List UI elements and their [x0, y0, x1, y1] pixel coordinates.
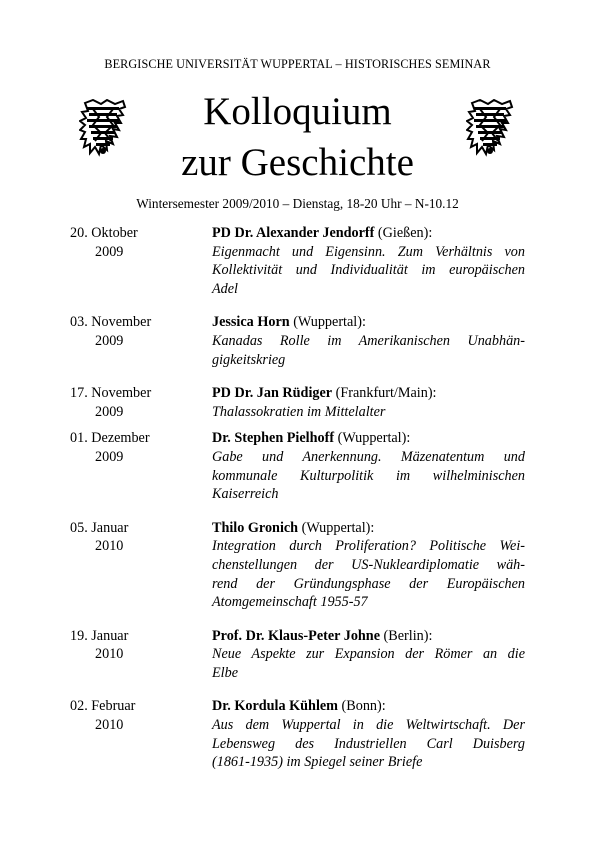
entry-speaker-name: Thilo Gronich: [212, 519, 299, 536]
entry-speaker-line: [212, 224, 525, 243]
entry-talk-title-line: Lebensweg des Industriellen Carl Duisberg: [212, 735, 525, 752]
entry-speaker-affiliation: (Wuppertal):: [334, 430, 411, 447]
entry-info: [212, 429, 525, 503]
entry-speaker-affiliation: (Bonn):: [338, 698, 386, 715]
institution-name: BERGISCHE UNIVERSITÄT WUPPERTAL – HISTORISCHES SEMINAR: [104, 57, 491, 71]
entry-info: [212, 519, 525, 612]
entry-date-day: 05. Januar: [70, 519, 129, 536]
entry-date: [70, 627, 212, 683]
institution-line: [0, 57, 595, 72]
entry-speaker-affiliation: (Wuppertal):: [289, 314, 366, 331]
entry-talk-title-line: Aus dem Wuppertal in die Weltwirtschaft. Der: [212, 717, 525, 734]
entry-info: [212, 224, 525, 298]
entry-date-year: 2009: [95, 403, 124, 420]
entry-speaker-name: Jessica Horn: [212, 314, 290, 331]
entry-speaker-line: [212, 384, 525, 403]
schedule-entry: [70, 519, 526, 612]
entry-talk-title-line: Elbe: [212, 664, 238, 681]
schedule-entry: [70, 384, 526, 421]
entry-date-day: 01. Dezember: [70, 430, 150, 447]
entry-date-year: 2010: [95, 646, 124, 663]
schedule-entry: [70, 313, 526, 369]
entry-speaker-affiliation: (Frankfurt/Main):: [332, 385, 437, 402]
entry-date-day: 03. November: [70, 314, 152, 331]
page-title-line-2: zur Geschichte: [181, 141, 414, 184]
entry-info: [212, 384, 525, 421]
entry-talk-title-line: Kaiserreich: [212, 486, 279, 503]
entry-speaker-name: Dr. Kordula Kühlem: [212, 698, 338, 715]
entry-speaker-line: [212, 697, 525, 716]
schedule-entry: [70, 697, 526, 771]
entry-speaker-line: [212, 429, 525, 448]
schedule-list: [70, 224, 526, 772]
entry-talk-title-line: Integration durch Proliferation? Politische Wei-: [212, 538, 525, 555]
entry-date-year: 2010: [95, 538, 124, 555]
entry-date: [70, 429, 212, 503]
entry-talk-title-line: Kanadas Rolle im Amerikanischen Unabhän-: [212, 332, 525, 349]
entry-speaker-affiliation: (Berlin):: [380, 627, 433, 644]
entry-talk-title-line: Atomgemeinschaft 1955-57: [212, 594, 368, 611]
entry-date-day: 20. Oktober: [70, 225, 138, 241]
schedule-entry: [70, 224, 526, 298]
entry-speaker-name: PD Dr. Jan Rüdiger: [212, 385, 333, 402]
entry-date-year: 2009: [95, 448, 124, 465]
entry-talk-title-line: chenstellungen der US-Nukleardiplomatie wäh-: [212, 556, 525, 573]
entry-date-year: 2009: [95, 332, 124, 349]
entry-speaker-name: PD Dr. Alexander Jendorff: [212, 225, 375, 241]
entry-talk-title-line: Neue Aspekte zur Expansion der Römer an die: [212, 646, 525, 663]
entry-date: [70, 384, 212, 421]
entry-talk-title-line: Kollektivität und Individualität im europäischen: [212, 262, 525, 279]
entry-date: [70, 313, 212, 369]
entry-talk-title-line: kommunale Kulturpolitik im wilhelminischen: [212, 467, 525, 484]
entry-talk-title-line: Gabe und Anerkennung. Mäzenatentum und: [212, 448, 525, 465]
entry-speaker-line: [212, 519, 525, 538]
schedule-entry: [70, 429, 526, 503]
page-title-line-1: Kolloquium: [203, 90, 392, 133]
entry-speaker-name: Prof. Dr. Klaus-Peter Johne: [212, 627, 380, 644]
entry-date-day: 02. Februar: [70, 698, 136, 715]
entry-speaker-name: Dr. Stephen Pielhoff: [212, 430, 335, 447]
entry-speaker-line: [212, 627, 525, 646]
entry-talk-title-line: rend der Gründungsphase der Europäischen: [212, 575, 525, 592]
entry-info: [212, 697, 525, 771]
entry-date: [70, 224, 212, 298]
entry-date-day: 17. November: [70, 385, 152, 402]
entry-talk-title-line: gigkeitskrieg: [212, 351, 286, 368]
schedule-entry: [70, 627, 526, 683]
entry-talk-title-line: Adel: [212, 280, 238, 297]
entry-info: [212, 627, 525, 683]
semester-info: Wintersemester 2009/2010 – Dienstag, 18-20 Uhr – N-10.12: [136, 196, 459, 211]
entry-date: [70, 519, 212, 612]
entry-speaker-line: [212, 313, 525, 332]
entry-date-day: 19. Januar: [70, 627, 129, 644]
entry-speaker-affiliation: (Wuppertal):: [298, 519, 375, 536]
entry-date-year: 2010: [95, 717, 124, 734]
entry-talk-title-line: Thalassokratien im Mittelalter: [212, 403, 386, 420]
entry-talk-title-line: Eigenmacht und Eigensinn. Zum Verhältnis von: [212, 243, 525, 260]
entry-talk-title-line: (1861-1935) im Spiegel seiner Briefe: [212, 754, 423, 771]
entry-info: [212, 313, 525, 369]
entry-speaker-affiliation: (Gießen):: [374, 225, 433, 241]
entry-date-year: 2009: [95, 243, 124, 260]
entry-date: [70, 697, 212, 771]
